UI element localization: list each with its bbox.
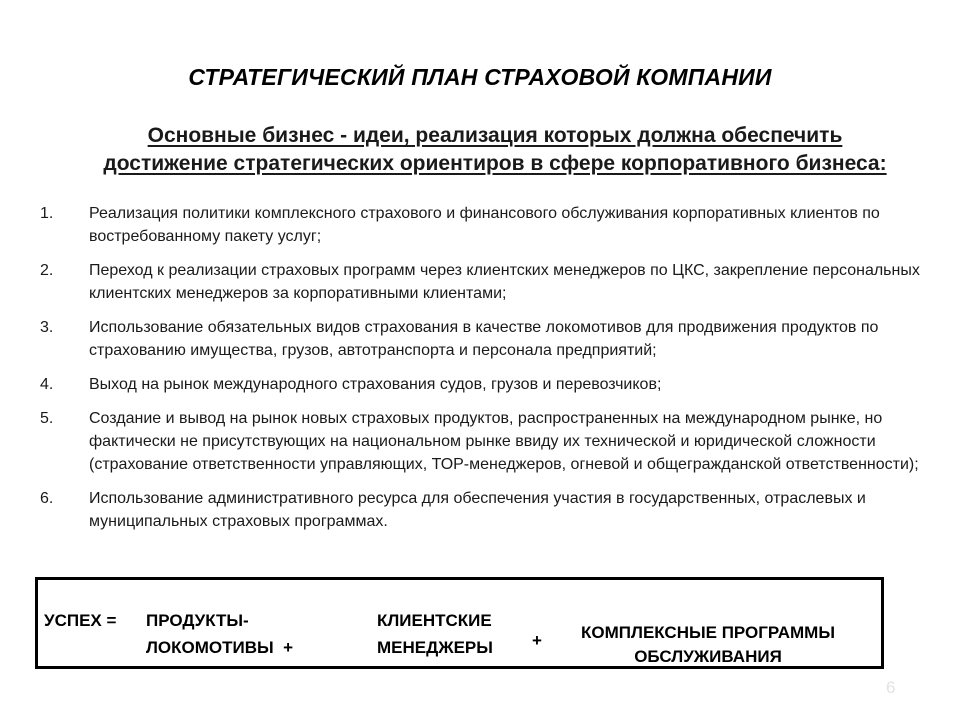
list-item-text: Использование административного ресурса для обеспечения участия в государственных, отраслевых и муниципальных страховых программах. xyxy=(89,490,866,530)
subtitle-line-1: Основные бизнес - идеи, реализация которых должна обеспечить xyxy=(147,124,843,147)
list-item-number: 5. xyxy=(40,410,54,427)
slide-page-number: 6 xyxy=(886,678,896,697)
formula-term-managers-line-2: МЕНЕДЖЕРЫ xyxy=(377,638,493,657)
formula-term-programs-line-1: КОМПЛЕКСНЫЕ ПРОГРАММЫ xyxy=(581,623,835,642)
formula-plus-sign: + xyxy=(532,631,542,650)
business-ideas-list xyxy=(40,202,930,544)
slide-subtitle xyxy=(30,122,960,178)
list-item-text: Использование обязательных видов страхования в качестве локомотивов для продвижения продуктов по страхованию имущества, грузов, автотранспорта и персонала предприятий; xyxy=(89,319,879,359)
list-item-number: 4. xyxy=(40,376,54,393)
formula-term-products-line-1: ПРОДУКТЫ- xyxy=(146,611,249,630)
list-item-number: 3. xyxy=(40,319,54,336)
success-formula-box xyxy=(35,577,884,669)
slide-title: СТРАТЕГИЧЕСКИЙ ПЛАН СТРАХОВОЙ КОМПАНИИ xyxy=(188,64,772,90)
list-item xyxy=(40,487,930,533)
list-item-text: Создание и вывод на рынок новых страховых продуктов, распространенных на международном рынке, но фактически не присутствующих на национальном рынке ввиду их технической и юридической сложности (страхование ответственности управляющих, ТОР-менеджеров, огневой и общегражданской ответственности); xyxy=(89,410,919,473)
list-item-text: Реализация политики комплексного страхового и финансового обслуживания корпоративных клиентов по востребованному пакету услуг; xyxy=(89,205,880,245)
formula-term-products-line-2: ЛОКОМОТИВЫ + xyxy=(146,638,294,657)
formula-term-managers-line-1: КЛИЕНТСКИЕ xyxy=(377,611,492,630)
list-item-number: 6. xyxy=(40,490,54,507)
list-item xyxy=(40,316,930,362)
list-item-text: Выход на рынок международного страхования судов, грузов и перевозчиков; xyxy=(89,376,662,393)
list-item xyxy=(40,407,930,476)
list-item-number: 1. xyxy=(40,205,54,222)
list-item-number: 2. xyxy=(40,262,54,279)
formula-success-label: УСПЕХ = xyxy=(44,611,117,630)
formula-term-programs-line-2: ОБСЛУЖИВАНИЯ xyxy=(634,647,782,666)
list-item xyxy=(40,202,930,248)
subtitle-line-2: достижение стратегических ориентиров в сфере корпоративного бизнеса: xyxy=(103,152,887,175)
list-item-text: Переход к реализации страховых программ через клиентских менеджеров по ЦКС, закрепление персональных клиентских менеджеров за корпоративными клиентами; xyxy=(89,262,920,302)
list-item xyxy=(40,373,930,396)
list-item xyxy=(40,259,930,305)
